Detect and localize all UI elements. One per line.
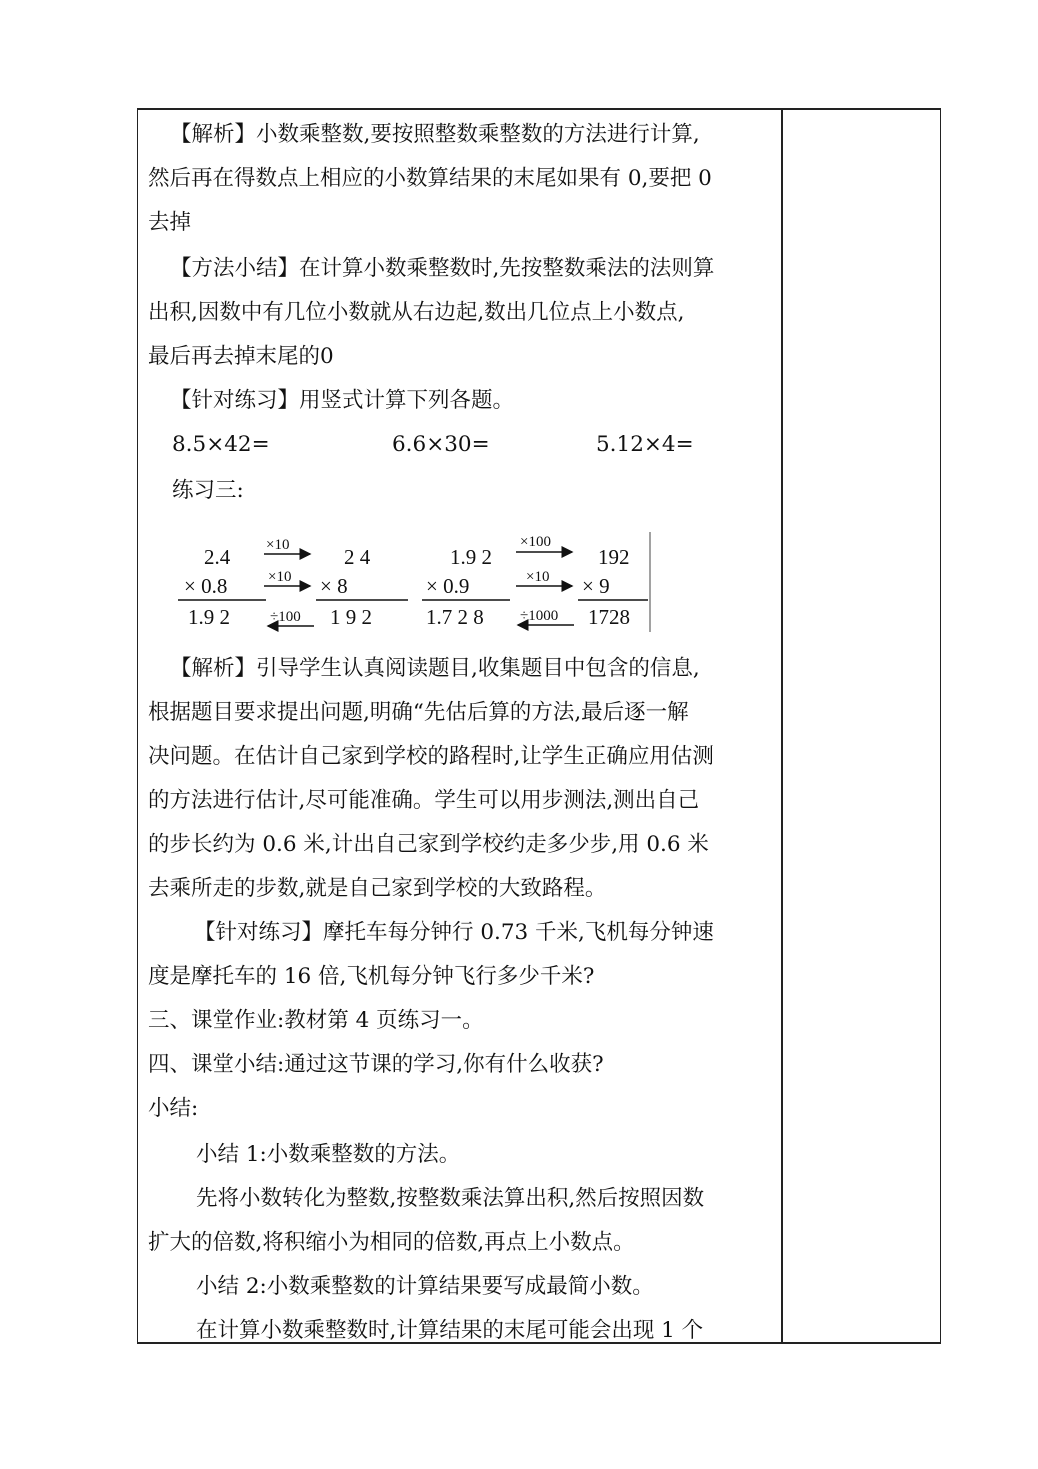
analysis-text: 小数乘整数,要按照整数乘整数的方法进行计算, (256, 122, 700, 147)
right-integer-multiplier: × 9 (582, 574, 610, 598)
left-product: 1.9 2 (188, 605, 230, 629)
right-multiplier: × 0.9 (426, 574, 470, 598)
method-summary-line-1 (170, 254, 714, 284)
analysis-paragraph-2-line-2: 根据题目要求提出问题,明确“先估后算的方法,最后逐一解 (148, 700, 689, 725)
method-summary-tag: 【方法小结】 (170, 256, 300, 281)
summary-1-title: 小结 1:小数乘整数的方法。 (196, 1142, 461, 1167)
summary-1-line-1: 先将小数转化为整数,按整数乘法算出积,然后按照因数 (196, 1186, 705, 1211)
targeted-practice-text: 用竖式计算下列各题。 (299, 388, 515, 413)
left-arrow1-label: ×10 (266, 537, 290, 553)
class-summary-section: 四、课堂小结:通过这节课的学习,你有什么收获? (148, 1052, 604, 1077)
left-arrow3-label: ÷100 (270, 609, 301, 625)
exercise-2: 6.6×30= (392, 432, 490, 457)
left-multiplicand: 2.4 (204, 545, 231, 569)
left-integer-multiplicand: 2 4 (344, 545, 371, 569)
practice-three-label: 练习三: (172, 478, 244, 503)
analysis-2-text: 引导学生认真阅读题目,收集题目中包含的信息, (256, 656, 700, 681)
table-column-divider (781, 108, 783, 1344)
summary-1-line-2: 扩大的倍数,将积缩小为相同的倍数,再点上小数点。 (148, 1230, 635, 1255)
right-arrow1-label: ×100 (520, 534, 551, 550)
method-summary-text: 在计算小数乘整数时,先按整数乘法的法则算 (299, 256, 715, 281)
analysis-paragraph-1-line-2: 然后再在得数点上相应的小数算结果的末尾如果有 0,要把 0 (148, 166, 712, 191)
analysis-paragraph-1-line-3: 去掉 (148, 210, 192, 235)
right-arrow2-label: ×10 (526, 569, 550, 585)
analysis-paragraph-2-line-4: 的方法进行估计,尽可能准确。学生可以用步测法,测出自己 (148, 788, 700, 813)
left-arrow2-label: ×10 (268, 569, 292, 585)
right-integer-product: 1728 (588, 605, 630, 629)
targeted-practice-1 (170, 386, 514, 416)
analysis-paragraph-2-line-1 (170, 654, 700, 684)
right-arrow3-label: ÷1000 (520, 608, 559, 624)
targeted-practice-tag: 【针对练习】 (170, 388, 300, 413)
left-integer-product: 1 9 2 (330, 605, 372, 629)
exercise-3: 5.12×4= (596, 432, 694, 457)
analysis-tag-2: 【解析】 (170, 656, 257, 681)
summary-label: 小结: (148, 1096, 199, 1121)
summary-2-line-1: 在计算小数乘整数时,计算结果的末尾可能会出现 1 个 (196, 1318, 704, 1343)
targeted-practice-2-line-1 (194, 918, 714, 948)
multiplication-diagram (170, 528, 660, 632)
right-product: 1.7 2 8 (426, 605, 484, 629)
method-summary-line-2: 出积,因数中有几位小数就从右边起,数出几位点上小数点, (148, 300, 685, 325)
analysis-paragraph-1-line-1 (170, 120, 700, 150)
targeted-practice-tag-2: 【针对练习】 (194, 920, 324, 945)
method-summary-line-3: 最后再去掉末尾的0 (148, 344, 334, 369)
left-multiplier: × 0.8 (184, 574, 228, 598)
targeted-practice-2-line-2: 度是摩托车的 16 倍,飞机每分钟飞行多少千米? (148, 964, 595, 989)
analysis-paragraph-2-line-5: 的步长约为 0.6 米,计出自己家到学校约走多少步,用 0.6 米 (148, 832, 709, 857)
right-integer-multiplicand: 192 (598, 545, 630, 569)
analysis-tag: 【解析】 (170, 122, 257, 147)
summary-2-title: 小结 2:小数乘整数的计算结果要写成最简小数。 (196, 1274, 654, 1299)
analysis-paragraph-2-line-6: 去乘所走的步数,就是自己家到学校的大致路程。 (148, 876, 607, 901)
targeted-practice-2-text: 摩托车每分钟行 0.73 千米,飞机每分钟速 (323, 920, 714, 945)
left-integer-multiplier: × 8 (320, 574, 348, 598)
exercise-1: 8.5×42= (172, 432, 270, 457)
classwork-section: 三、课堂作业:教材第 4 页练习一。 (148, 1008, 484, 1033)
right-multiplicand: 1.9 2 (450, 545, 492, 569)
analysis-paragraph-2-line-3: 决问题。在估计自己家到学校的路程时,让学生正确应用估测 (148, 744, 714, 769)
vertical-multiplication-figure (170, 528, 660, 632)
